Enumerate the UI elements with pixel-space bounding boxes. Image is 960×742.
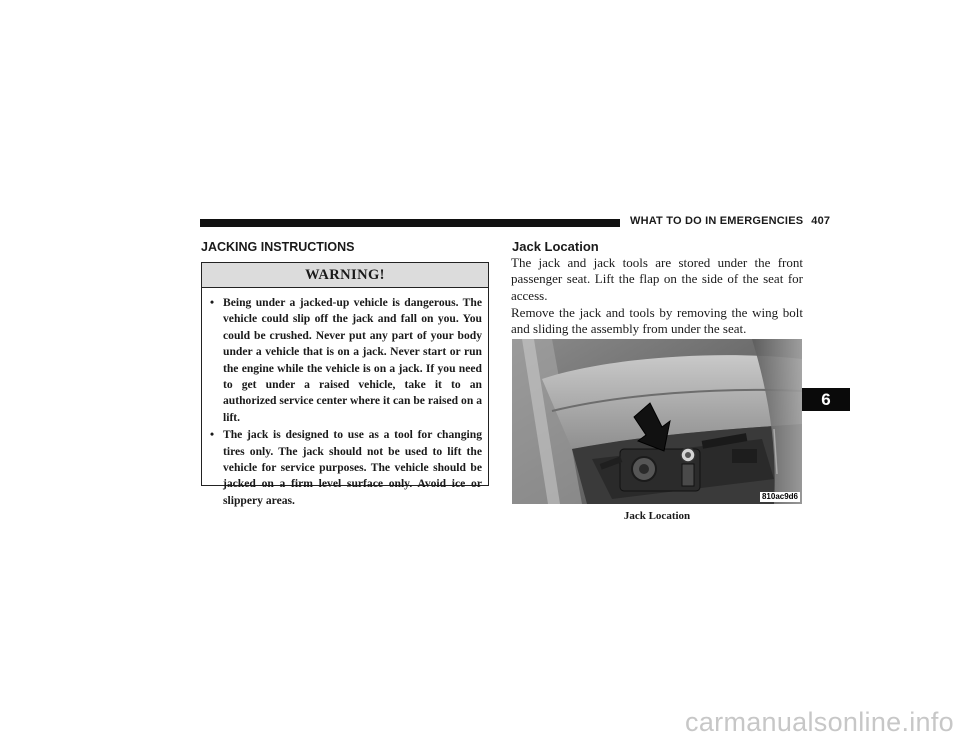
watermark: carmanualsonline.info <box>685 707 954 737</box>
section-heading: JACKING INSTRUCTIONS <box>201 240 355 254</box>
chapter-tab: 6 <box>802 388 850 411</box>
figure-caption: Jack Location <box>623 510 691 522</box>
warning-item <box>210 427 482 509</box>
bullet-icon: • <box>210 296 215 309</box>
warning-item-text: Being under a jacked-up vehicle is dangerous. The vehicle could slip off the jack and fall on you. You could be crushed. Never put any part of your body under a vehicle that is on a jack. Never start or run the engine while the vehicle is on a jack. If you need to get under a raised vehicle, take it to an authorized service center where it can be raised on a lift. <box>223 296 482 424</box>
image-code: 810ac9d6 <box>761 492 798 501</box>
running-header <box>630 215 830 227</box>
body-paragraph: Remove the jack and tools by removing the wing bolt and sliding the assembly from under the seat. <box>511 305 803 337</box>
header-rule <box>200 219 620 227</box>
warning-item-text: The jack is designed to use as a tool for changing tires only. The jack should not be used to lift the vehicle for service purposes. The vehicle should be jacked on a firm level surface only. Avoid ice or slippery areas. <box>223 428 482 507</box>
warning-title: WARNING! <box>202 263 488 288</box>
running-header-title: WHAT TO DO IN EMERGENCIES <box>630 215 804 227</box>
seat-jack-illustration <box>512 339 802 504</box>
bullet-icon: • <box>210 428 215 442</box>
warning-item <box>210 295 482 426</box>
warning-box <box>201 262 489 507</box>
jack-location-photo <box>512 339 802 504</box>
subsection-heading: Jack Location <box>512 239 599 254</box>
body-paragraph: The jack and jack tools are stored under the front passenger seat. Lift the flap on the side of the seat for access. <box>511 255 803 303</box>
warning-list <box>202 288 488 509</box>
page-number: 407 <box>811 215 831 227</box>
